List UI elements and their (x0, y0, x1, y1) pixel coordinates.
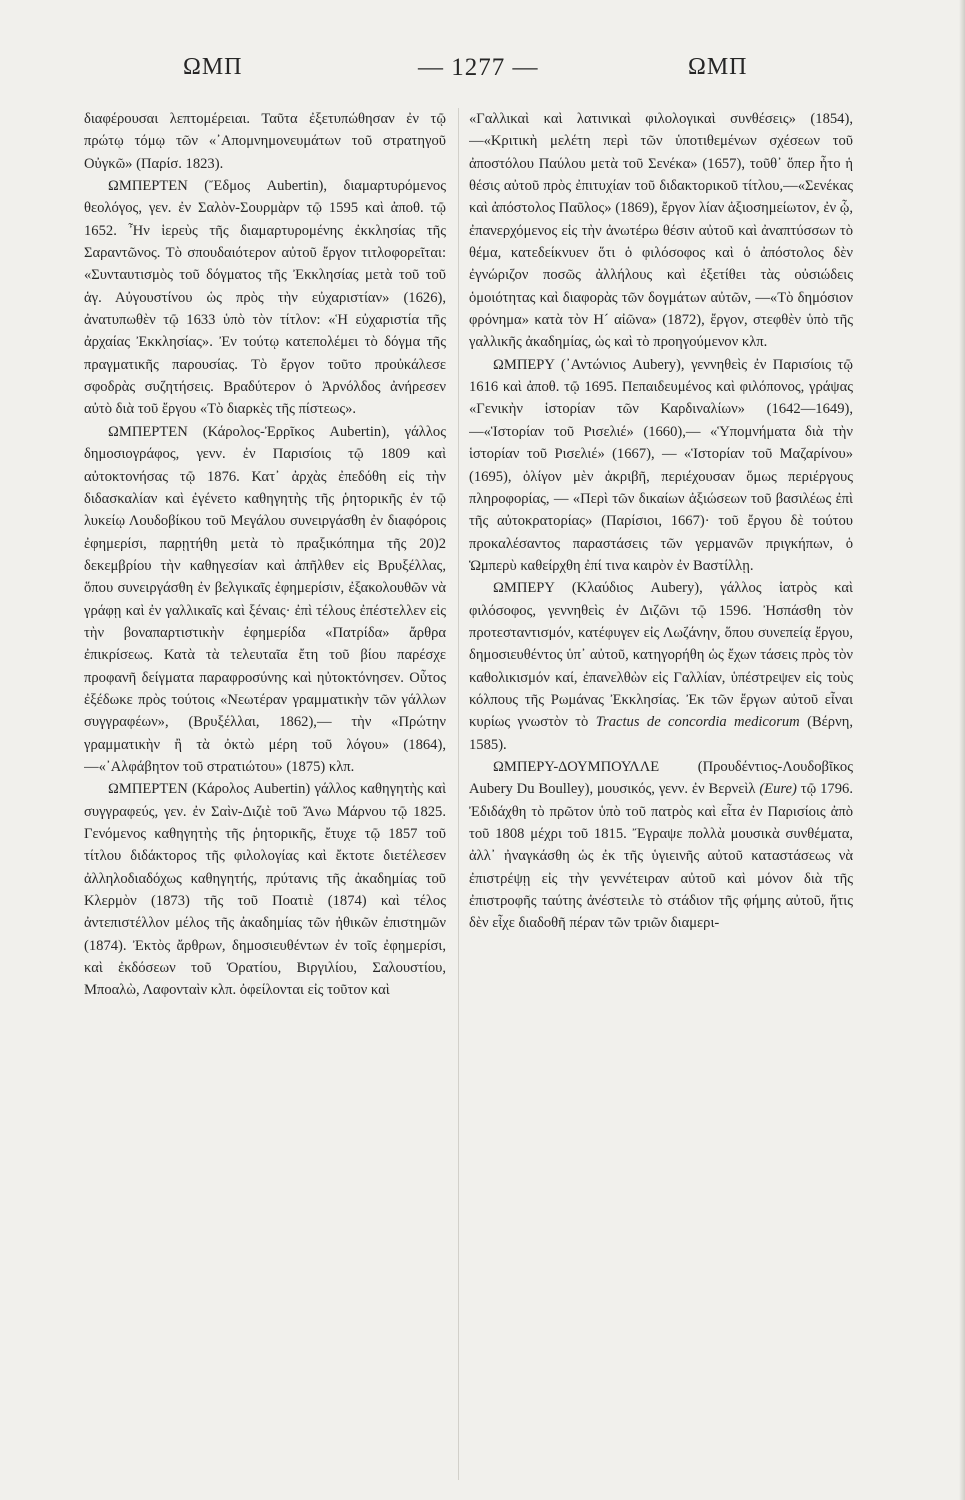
eure-place: (Eure) (759, 781, 797, 798)
page-number: — 1277 — (418, 54, 539, 81)
entry-du-boulley-body: τῷ 1796. Ἐδιδάχθη τὸ πρῶτον ὑπὸ τοῦ πατρὸς καὶ εἶτα ἐν Παρισίοις ἀπὸ τοῦ 1808 μέχρι τοῦ 1815. Ἔγραψε πολλὰ μουσικὰ συνθέματα, ἀλλ᾿ ἠναγκάσθη ὡς ἐκ τῆς ὑγιεινῆς αὐτοῦ καταστάσεως νὰ ἐπιστρέψῃ εἰς τὴν γεννέτειραν αὐτοῦ καὶ μόνον διὰ τῆς ἐπιστροφῆς ταύτης ἀνέστειλε τὸ στάδιον τῆς φήμης αὐτοῦ, ἥτις δὲν εἶχε διαδοθῆ πέραν τῶν τριῶν διαμερι- (469, 781, 853, 932)
continued-paragraph: διαφέρουσαι λεπτομέρειαι. Ταῦτα ἐξετυπώθησαν ἐν τῷ πρώτῳ τόμῳ τῶν «᾿Απομνημονευμάτων τοῦ στρατηγοῦ Οὐγκῶ» (Παρίσ. 1823). (84, 111, 446, 172)
entry-aubertin-karolos: ΩΜΠΕΡΤΕΝ (Κάρολος Aubertin) γάλλος καθηγητὴς καὶ συγγραφεύς, γεν. ἐν Σαὶν-Διζιὲ τοῦ Ἄνω Μάρνου τῷ 1825. Γενόμενος καθηγητὴς τῆς ῥητορικῆς, ἔτυχε τῷ 1857 τοῦ τίτλου διδάκτορος τῆς φιλολογίας καὶ ἔκτοτε διετέλεσεν ἀλληλοδιαδόχως καθηγητής, πρύτανις τῆς ἀκαδημίας τοῦ Κλερμὸν (1873) τῆς τοῦ Ποατιὲ (1874) καὶ τέλος ἀντεπιστέλλον μέλος τῆς ἀκαδημίας τῶν ἠθικῶν ἐπιστημῶν (1874). Ἐκτὸς ἄρθρων, δημοσιευθέντων ἐν τοῖς ἐφημερίσι, καὶ ἐκδόσεων τοῦ Ὁρατίου, Βιργιλίου, Σαλουστίου, Μποαλὼ, Λαφονταὶν κλπ. ὀφείλονται εἰς τοῦτον καὶ (84, 781, 446, 999)
continued-paragraph-right: «Γαλλικαὶ καὶ λατινικαὶ φιλολογικαὶ συνθέσεις» (1854),—«Κριτικὴ μελέτη περὶ τῶν ὑποτιθεμένων σχέσεων τοῦ ἀποστόλου Παύλου μετὰ τοῦ Σενέκα» (1657), τοῦθ᾿ ὅπερ ἦτο ἡ θέσις αὐτοῦ πρὸς ἐπιτυχίαν τοῦ διδακτορικοῦ τίτλου,—«Σενέκας καὶ ἀπόστολος Παῦλος» (1869), ἔργον λίαν ἀξιοσημείωτον, ἐν ᾧ, ἐπανερχόμενος εἰς τὴν ἀνωτέρω θέσιν αὐτοῦ καὶ ἀναπτύσσων τὸ θέμα, κατεδείκνυεν ὅτι ὁ φιλόσοφος καὶ ὁ ἀπόστολος δὲν ἐγνώριζον ποσῶς ἀλλήλους καὶ ἐξετίθει τὰς οὐσιώδεις ὁμοιότητας καὶ διαφορὰς τῶν δογμάτων αὐτῶν, —«Τὸ δημόσιον φρόνημα» κατὰ τὸν Η´ αἰῶνα» (1872), ἔργον, στεφθὲν ὑπὸ τῆς γαλλικῆς ἀκαδημίας, ὡς καὶ τὸ προηγούμενον κλπ. (469, 111, 853, 351)
column-divider (458, 108, 459, 1480)
header-left-keyword: ΩΜΠ (183, 54, 243, 80)
entry-aubery-klaudios (469, 577, 853, 756)
entry-aubery-du-boulley (469, 756, 853, 935)
page-edge-shadow (959, 0, 965, 1500)
entry-aubertin-edmos: ΩΜΠΕΡΤΕΝ (Ἔδμος Aubertin), διαμαρτυρόμενος θεολόγος, γεν. ἐν Σαλὸν-Σουρμὰρν τῷ 1595 καὶ ἀποθ. τῷ 1652. Ἦν ἱερεὺς τῆς διαμαρτυρομένης ἐκκλησίας τῆς Σαραντῶνος. Τὸ σπουδαιότερον αὐτοῦ ἔργον τιτλοφορεῖται: «Συνταυτισμὸς τοῦ δόγματος τῆς Ἐκκλησίας μετὰ τοῦ τοῦ ἁγ. Αὐγουστίνου ὡς πρὸς τὴν εὐχαριστίαν» (1626), ἀνατυπωθὲν τῷ 1633 ὑπὸ τὸν τίτλον: «Ἡ εὐχαριστία τῆς ἀρχαίας Ἐκκλησίας». Ἐν τούτῳ κατεπολέμει τὸ δόγμα τῆς πραγματικῆς παρουσίας. Τὸ ἔργον τοῦτο προὐκάλεσε σφοδρὰς συζητήσεις. Βραδύτερον ὁ Ἀρνόλδος ἀνήρεσεν αὐτὸ διὰ τοῦ ἔργου «Τὸ διαρκὲς τῆς πίστεως». (84, 178, 446, 418)
tractus-citation: (Βέρνη, 1585). (469, 714, 853, 753)
entry-aubery-klaudios-text: ΩΜΠΕΡΥ (Κλαύδιος Aubery), γάλλος ἰατρὸς καὶ φιλόσοφος, γεννηθεὶς ἐν Διζῶνι τῷ 1596. Ἠσπάσθη τὸν προτεσταντισμόν, κατέφυγεν εἰς Λωζάνην, ὅπου συνεπείᾳ ἔργου, δημοσιευθέντος ὑπ᾿ αὐτοῦ, κατηγορήθη ὡς ἔχων τάσεις πρὸς τὸν καθολικισμόν καί, ἐπανελθὼν εἰς Γαλλίαν, ὑπέστρεψεν εἰς τοὺς κόλπους τῆς Ρωμάνας Ἐκκλησίας. Ἐκ τῶν ἔργων αὐτοῦ εἶναι κυρίως γνωστὸν τὸ (469, 580, 853, 731)
entry-aubertin-karolos-errikos: ΩΜΠΕΡΤΕΝ (Κάρολος-Ἐρρῖκος Aubertin), γάλλος δημοσιογράφος, γενν. ἐν Παρισίοις τῷ 1809 καὶ αὐτοκτονήσας τῷ 1876. Κατ᾿ ἀρχὰς ἐπεδόθη εἰς τὴν διδασκαλίαν καὶ ἐγένετο καθηγητὴς τῆς ῥητορικῆς ἐν τῷ λυκείῳ Λουδοβίκου τοῦ Μεγάλου συνειργάσθη ἐν διαφόροις ἐφημερίσι, παρῃτήθη μετὰ τὸ πραξικόπημα τῆς 20)2 δεκεμβρίου τὴν καθηγεσίαν καὶ ἀπῆλθεν εἰς Βρυξέλλας, ὅπου συνειργάσθη ἐν βελγικαῖς ἐφημερίσιν, ἐξακολουθῶν νὰ γράφῃ καὶ ἐν γαλλικαῖς καὶ ξέναις· ἐπὶ τέλους ἐπέστελλεν εἰς τὴν βοναπαρτιστικὴν ἐφημερίδα «Πατρίδα» ἄρθρα ἐπικρίσεως. Κατὰ τὰ τελευταῖα ἔτη τοῦ βίου παρέσχε προφανῆ δείγματα παραφροσύνης καὶ ηὐτοκτόνησεν. Οὗτος ἐξέδωκε πρὸς τούτοις «Νεωτέραν γραμματικὴν τῶν γάλλων συγγραφέων», (Βρυξέλλαι, 1862),— τὴν «Πρώτην γραμματικὴν ἢ τὰ ὀκτὼ μέρη τοῦ λόγου» (1864), —«᾿Αλφάβητον τοῦ στρατιώτου» (1875) κλπ. (84, 423, 446, 775)
right-column (469, 108, 853, 1480)
header-right-keyword: ΩΜΠ (688, 54, 748, 80)
entry-aubery-antonios: ΩΜΠΕΡΥ (᾿Αντώνιος Aubery), γεννηθεὶς ἐν Παρισίοις τῷ 1616 καὶ ἀποθ. τῷ 1695. Πεπαιδευμένος καὶ φιλόπονος, γράψας «Γενικὴν ἱστορίαν τῶν Καρδιναλίων» (1642—1649),—«Ἱστορίαν τοῦ Ρισελιέ» (1660),— «Ὑπομνήματα διὰ τὴν ἱστορίαν τοῦ Ρισελιέ» (1667), — «Ἱστορίαν τοῦ Μαζαρίνου» (1695), ὀλίγον μὲν ἀκριβῆ, περιέχουσαν ὅμως περιέργους πληροφορίας, — «Περὶ τῶν δικαίων ἀξιώσεων τοῦ βασιλέως ἐπὶ τῆς αὐτοκρατορίας» (Παρίσιοι, 1667)· τοῦ ἔργου δὲ τούτου προκαλέσαντος παραστάσεις τῶν γερμανῶν πριγκήπων, ὁ Ὡμπερὺ καθείρχθη ἐπί τινα καιρὸν ἐν Βαστίλλῃ. (469, 356, 853, 574)
running-head (0, 54, 965, 94)
entry-du-boulley-head: ΩΜΠΕΡΥ-ΔΟΥΜΠΟΥΛΛΕ (Προυδέντιος-Λουδοβῖκος Aubery Du Boulley), μουσικός, γενν. ἐν Βερνεὶλ (469, 758, 853, 798)
tractus-title: Tractus de concordia medicorum (595, 714, 800, 731)
left-column (84, 108, 446, 1480)
